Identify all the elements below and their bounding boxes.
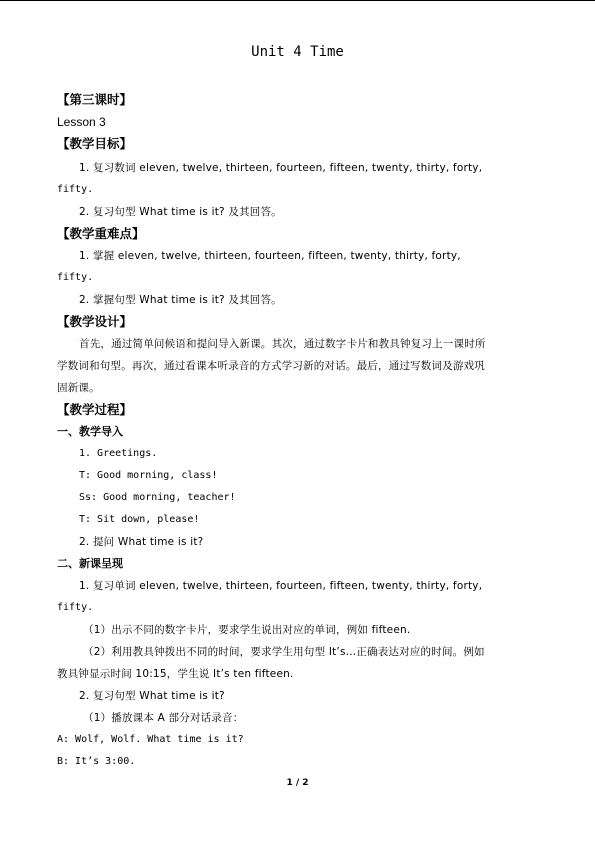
goal-1-line-2: fifty. xyxy=(57,184,94,195)
design-heading: 【教学设计】 xyxy=(57,314,133,329)
new-step-1-line-1: 1. 复习单词 eleven, twelve, thirteen, fourteen, fifteen, twenty, thirty, forty, xyxy=(79,580,483,592)
intro-heading: 一、教学导入 xyxy=(57,425,123,438)
dialog-line-a: A: Wolf, Wolf. What time is it? xyxy=(57,734,244,745)
process-heading: 【教学过程】 xyxy=(57,402,133,417)
top-rule xyxy=(0,0,595,1)
intro-teacher-line-1: T: Good morning, class! xyxy=(79,470,218,481)
goal-1-line-1: 1. 复习数词 eleven, twelve, thirteen, fourteen, fifteen, twenty, thirty, forty, xyxy=(79,162,483,174)
document-title: Unit 4 Time xyxy=(251,44,344,60)
lesson-label: Lesson 3 xyxy=(57,115,106,129)
goals-heading: 【教学目标】 xyxy=(57,136,133,151)
page-number: 1 / 2 xyxy=(286,778,309,788)
intro-students-line: Ss: Good morning, teacher! xyxy=(79,492,236,503)
intro-step-1: 1. Greetings. xyxy=(79,448,158,459)
key-point-1-line-1: 1. 掌握 eleven, twelve, thirteen, fourteen, fifteen, twenty, thirty, forty, xyxy=(79,250,461,262)
design-line-1: 首先，通过简单问候语和提问导入新课。其次，通过数字卡片和教具钟复习上一课时所 xyxy=(79,338,486,350)
new-step-1-sub-2-line-2: 教具钟显示时间 10:15，学生说 It’s ten fifteen. xyxy=(57,668,294,680)
goal-2: 2. 复习句型 What time is it? 及其回答。 xyxy=(79,206,282,218)
intro-step-2: 2. 提问 What time is it? xyxy=(79,536,204,548)
new-step-1-sub-1: （1）出示不同的数字卡片，要求学生说出对应的单词，例如 fifteen. xyxy=(83,624,411,636)
design-line-3: 固新课。 xyxy=(57,382,100,394)
key-point-2: 2. 掌握句型 What time is it? 及其回答。 xyxy=(79,294,282,306)
dialog-line-b: B: It’s 3:00. xyxy=(57,756,136,767)
key-point-1-line-2: fifty. xyxy=(57,272,94,283)
new-step-1-sub-2-line-1: （2）利用教具钟拨出不同的时间，要求学生用句型 It’s…正确表达对应的时间。例如 xyxy=(83,646,485,658)
new-step-2: 2. 复习句型 What time is it? xyxy=(79,690,225,702)
design-line-2: 学数词和句型。再次，通过看课本听录音的方式学习新的对话。最后，通过写数词及游戏巩 xyxy=(57,360,485,372)
new-step-2-sub-1: （1）播放课本 A 部分对话录音： xyxy=(83,712,244,724)
new-step-1-line-2: fifty. xyxy=(57,602,94,613)
key-points-heading: 【教学重难点】 xyxy=(57,226,145,241)
new-lesson-heading: 二、新课呈现 xyxy=(57,557,123,570)
intro-teacher-line-2: T: Sit down, please! xyxy=(79,514,200,525)
lesson-period-heading: 【第三课时】 xyxy=(57,92,133,107)
